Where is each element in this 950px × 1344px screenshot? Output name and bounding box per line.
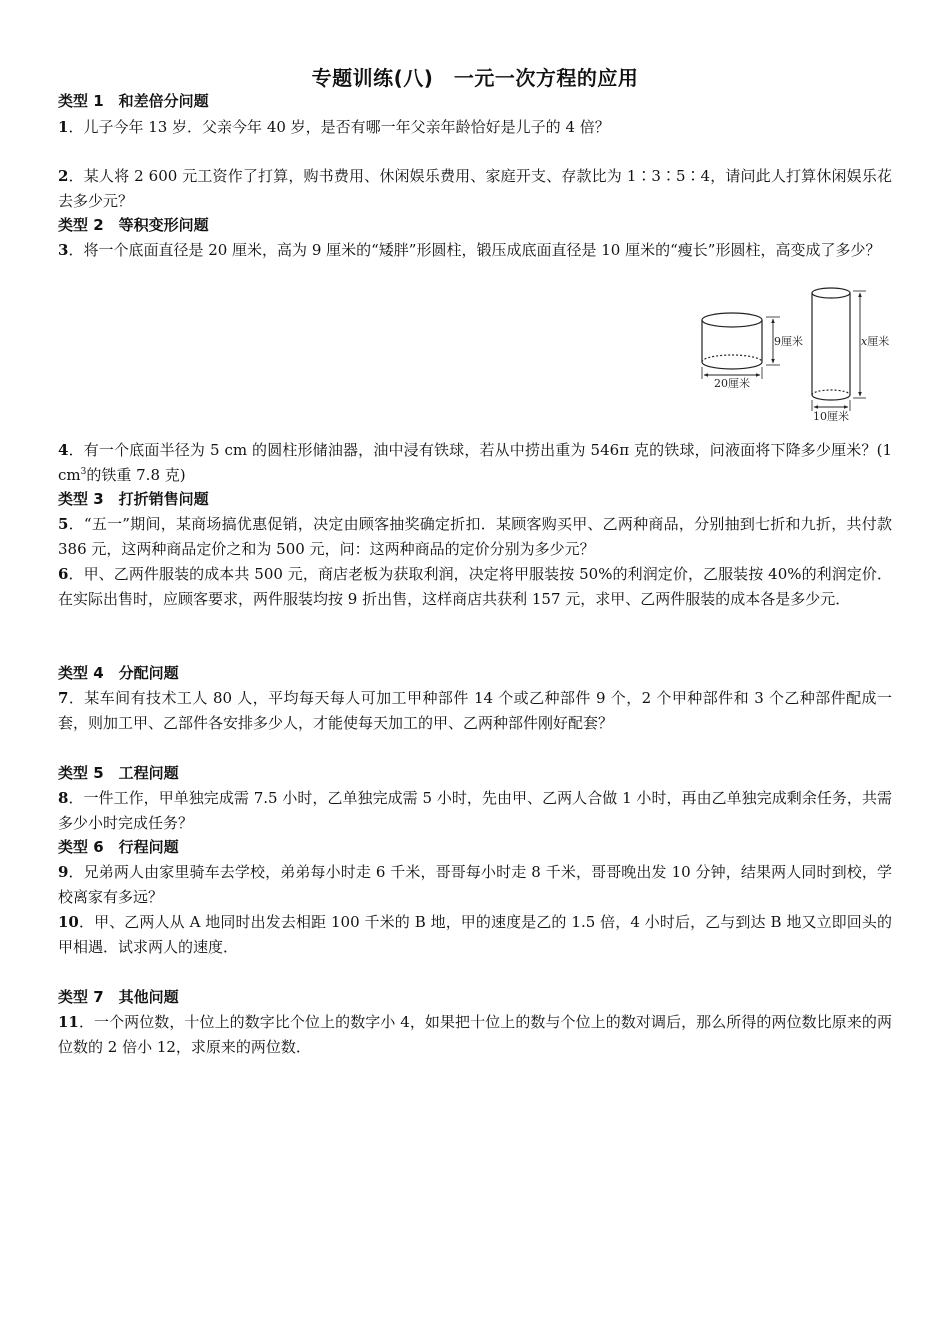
question-text-cont: 的铁重 7.8 克) xyxy=(86,466,186,484)
question-2 xyxy=(58,164,892,214)
short-height-label: 9厘米 xyxy=(774,335,803,348)
question-3 xyxy=(58,238,892,263)
question-number: 7 xyxy=(58,689,69,707)
question-4 xyxy=(58,438,892,488)
question-number: 9 xyxy=(58,863,69,881)
question-text: ．有一个底面半径为 5 cm 的圆柱形储油器，油中浸有铁球，若从中捞出重为 546π 克的铁球，问液面将下降多少厘米？(1 cm xyxy=(58,441,892,484)
question-number: 10 xyxy=(58,913,79,931)
question-6 xyxy=(58,562,892,612)
question-text: ．“五一”期间，某商场搞优惠促销，决定由顾客抽奖确定折扣．某顾客购买甲、乙两种商品，分别抽到七折和九折，共付款 386 元，这两种商品定价之和为 500 元，问：这两种商品的定价分别为多少元？ xyxy=(58,515,892,558)
question-5 xyxy=(58,512,892,562)
question-text: ．一件工作，甲单独完成需 7.5 小时，乙单独完成需 5 小时，先由甲、乙两人合做 1 小时，再由乙单独完成剩余任务，共需多少小时完成任务？ xyxy=(58,789,892,832)
tall-height-variable: x xyxy=(861,335,868,348)
question-text: ．儿子今年 13 岁．父亲今年 40 岁，是否有哪一年父亲年龄恰好是儿子的 4 倍？ xyxy=(68,118,610,136)
question-number: 2 xyxy=(58,167,69,185)
short-diameter-label: 20厘米 xyxy=(714,377,750,390)
question-text: ．兄弟两人由家里骑车去学校，弟弟每小时走 6 千米，哥哥每小时走 8 千米，哥哥晚出发 10 分钟，结果两人同时到校，学校离家有多远？ xyxy=(58,863,892,906)
question-number: 4 xyxy=(58,441,69,459)
tall-cylinder xyxy=(812,288,866,411)
question-text: ．将一个底面直径是 20 厘米，高为 9 厘米的“矮胖”形圆柱，锻压成底面直径是 10 厘米的“瘦长”形圆柱，高变成了多少？ xyxy=(68,241,881,259)
short-cylinder xyxy=(702,313,780,379)
question-10 xyxy=(58,910,892,960)
question-1 xyxy=(58,115,892,140)
question-7 xyxy=(58,686,892,736)
question-number: 8 xyxy=(58,789,69,807)
page-title: 专题训练(八) 一元一次方程的应用 xyxy=(311,66,639,90)
question-number: 11 xyxy=(58,1013,79,1031)
tall-diameter-label: 10厘米 xyxy=(813,410,849,423)
section-heading-type-1: 类型 1 和差倍分问题 xyxy=(58,92,209,110)
superscript: 3 xyxy=(80,467,87,477)
question-8 xyxy=(58,786,892,836)
section-heading-type-7: 类型 7 其他问题 xyxy=(58,988,179,1006)
tall-height-label xyxy=(861,334,889,348)
question-number: 3 xyxy=(58,241,69,259)
section-heading-type-2: 类型 2 等积变形问题 xyxy=(58,216,209,234)
question-text: ．甲、乙两人从 A 地同时出发去相距 100 千米的 B 地，甲的速度是乙的 1.5 倍，4 小时后，乙与到达 B 地又立即回头的甲相遇．试求两人的速度． xyxy=(58,913,892,956)
question-text: ．某车间有技术工人 80 人，平均每天每人可加工甲种部件 14 个或乙种部件 9 个，2 个甲种部件和 3 个乙种部件配成一套，则加工甲、乙部件各安排多少人，才能使每天加工的甲、乙两种部件刚好配套？ xyxy=(58,689,892,732)
cylinder-diagram xyxy=(688,283,898,423)
section-heading-type-3: 类型 3 打折销售问题 xyxy=(58,490,209,508)
tall-height-unit: 厘米 xyxy=(867,335,890,348)
question-number: 1 xyxy=(58,118,69,136)
question-11 xyxy=(58,1010,892,1060)
question-text: ．甲、乙两件服装的成本共 500 元，商店老板为获取利润，决定将甲服装按 50%的利润定价，乙服装按 40%的利润定价．在实际出售时，应顾客要求，两件服装均按 9 折出售，这样商店共获利 157 元，求甲、乙两件服装的成本各是多少元． xyxy=(58,565,892,608)
question-9 xyxy=(58,860,892,910)
section-heading-type-4: 类型 4 分配问题 xyxy=(58,664,179,682)
question-text: ．某人将 2 600 元工资作了打算，购书费用、休闲娱乐费用、家庭开支、存款比为 1∶3∶5∶4，请问此人打算休闲娱乐花去多少元？ xyxy=(58,167,892,210)
question-number: 5 xyxy=(58,515,69,533)
section-heading-type-6: 类型 6 行程问题 xyxy=(58,838,179,856)
section-heading-type-5: 类型 5 工程问题 xyxy=(58,764,179,782)
question-text: ．一个两位数，十位上的数字比个位上的数字小 4，如果把十位上的数与个位上的数对调后，那么所得的两位数比原来的两位数的 2 倍小 12，求原来的两位数． xyxy=(58,1013,892,1056)
question-number: 6 xyxy=(58,565,69,583)
